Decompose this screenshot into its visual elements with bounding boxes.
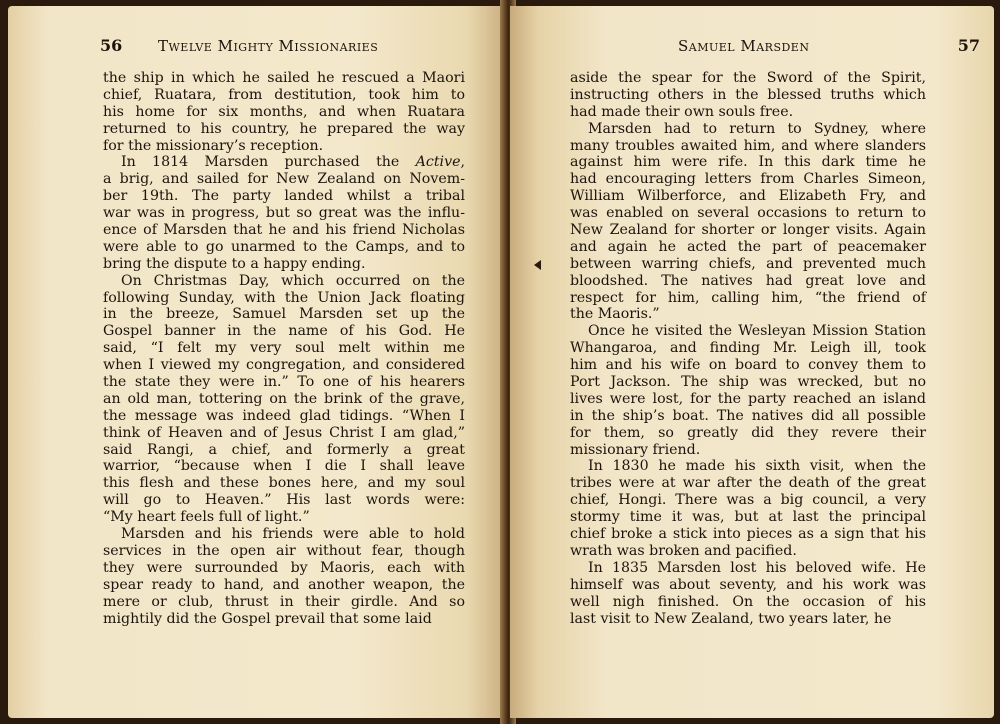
text-line: they were surrounded by Maoris, each with <box>103 559 465 576</box>
text-line: him and his wife on board to convey them to <box>570 357 926 374</box>
text-line: chief, Ruatara, from destitution, took him to <box>103 86 465 103</box>
text-line: instructing others in the blessed truths which <box>570 86 926 103</box>
text-line: William Wilberforce, and Elizabeth Fry, and <box>570 188 926 205</box>
text-line: was enabled on several occasions to return to <box>570 205 926 222</box>
text-line: Marsden and his friends were able to hold <box>121 526 465 543</box>
text-line: and again he acted the part of peacemaker <box>570 238 926 255</box>
text-line: lives were lost, for the party reached an island <box>570 390 926 407</box>
text-line: missionary friend. <box>570 441 701 458</box>
page-number: 57 <box>957 36 980 55</box>
text-line: a brig, and sailed for New Zealand on Novem- <box>103 171 465 188</box>
page-number: 56 <box>100 36 123 55</box>
text-line: the state they were in.” To one of his hearers <box>103 374 465 391</box>
text-line: war was in progress, but so great was the influ- <box>103 205 465 222</box>
text-line: chief, Hongi. There was a big council, a very <box>570 492 926 509</box>
text-line: bring the dispute to a happy ending. <box>103 255 366 272</box>
text-line: said Rangi, a chief, and formerly a great <box>103 441 465 458</box>
text-line: Whangaroa, and finding Mr. Leigh ill, took <box>570 340 926 357</box>
text-line: himself was about seventy, and his work was <box>570 576 926 593</box>
running-title: Samuel Marsden <box>678 37 810 55</box>
text-line: In 1830 he made his sixth visit, when the <box>588 458 926 475</box>
right-page <box>510 6 994 718</box>
text-line: for the missionary’s reception. <box>103 137 324 154</box>
text-line: ence of Marsden that he and his friend Nicholas <box>103 222 465 239</box>
text-line: think of Heaven and of Jesus Christ I am glad,” <box>103 424 465 441</box>
text-line: last visit to New Zealand, two years later, he <box>570 610 892 627</box>
text-line: mightily did the Gospel prevail that some laid <box>103 610 432 627</box>
text-line: when I viewed my congregation, and considered <box>103 357 465 374</box>
text-line: the ship in which he sailed he rescued a Maori <box>103 70 465 86</box>
text-line: New Zealand for shorter or longer visits. Again <box>570 222 926 239</box>
text-line: “My heart feels full of light.” <box>103 509 310 526</box>
text-line: In 1835 Marsden lost his beloved wife. He <box>588 559 926 576</box>
text-line: Once he visited the Wesleyan Mission Station <box>588 323 926 340</box>
text-line: in the breeze, Samuel Marsden set up the <box>103 306 465 323</box>
text-line: many troubles awaited him, and where slanders <box>570 137 926 154</box>
text-line: aside the spear for the Sword of the Spirit, <box>570 70 926 86</box>
text-line: said, “I felt my very soul melt within me <box>103 340 465 357</box>
right-page-text <box>570 70 926 627</box>
left-page-header <box>100 36 480 60</box>
running-title: Twelve Mighty Missionaries <box>158 37 379 55</box>
text-line: On Christmas Day, which occurred on the <box>121 272 465 289</box>
text-line: wrath was broken and pacified. <box>570 542 797 559</box>
text-line: Gospel banner in the name of his God. He <box>103 323 465 340</box>
text-line: services in the open air without fear, though <box>103 542 465 559</box>
text-line: against him were rife. In this dark time he <box>570 154 926 171</box>
text-line: bloodshed. The natives had great love and <box>570 272 926 289</box>
text-line: the Maoris.” <box>570 306 660 323</box>
left-page-text <box>103 70 465 627</box>
text-line: the message was indeed glad tidings. “When I <box>103 407 465 424</box>
text-line: Marsden had to return to Sydney, where <box>588 120 926 137</box>
right-page-header <box>570 36 980 60</box>
text-line: respect for him, calling him, “the friend of <box>570 289 926 306</box>
text-line: mere or club, thrust in their girdle. And so <box>103 593 465 610</box>
text-line: chief broke a stick into pieces as a sign that his <box>570 526 926 543</box>
text-line: tribes were at war after the death of the great <box>570 475 926 492</box>
text-line: In 1814 Marsden purchased the Active, <box>121 154 465 171</box>
text-line: this flesh and these bones here, and my soul <box>103 475 465 492</box>
text-line: Port Jackson. The ship was wrecked, but no <box>570 374 926 391</box>
text-line: will go to Heaven.” His last words were: <box>103 492 465 509</box>
text-line: for them, so greatly did they revere their <box>570 424 926 441</box>
text-line: spear ready to hand, and another weapon, the <box>103 576 465 593</box>
text-line: were able to go unarmed to the Camps, and to <box>103 238 465 255</box>
text-line: warrior, “because when I die I shall leave <box>103 458 465 475</box>
text-line: between warring chiefs, and prevented much <box>570 255 926 272</box>
text-line: ber 19th. The party landed whilst a tribal <box>103 188 465 205</box>
text-line: had made their own souls free. <box>570 103 794 120</box>
text-line: following Sunday, with the Union Jack floating <box>103 289 465 306</box>
margin-arrow-mark <box>534 260 541 270</box>
text-line: in the ship’s boat. The natives did all possible <box>570 407 926 424</box>
text-line: his home for six months, and when Ruatara <box>103 103 465 120</box>
text-line: well nigh finished. On the occasion of his <box>570 593 926 610</box>
text-line: had encouraging letters from Charles Simeon, <box>570 171 926 188</box>
text-line: stormy time it was, but at last the principal <box>570 509 926 526</box>
text-line: an old man, tottering on the brink of the grave, <box>103 390 465 407</box>
text-line: returned to his country, he prepared the way <box>103 120 465 137</box>
left-page <box>8 6 506 718</box>
